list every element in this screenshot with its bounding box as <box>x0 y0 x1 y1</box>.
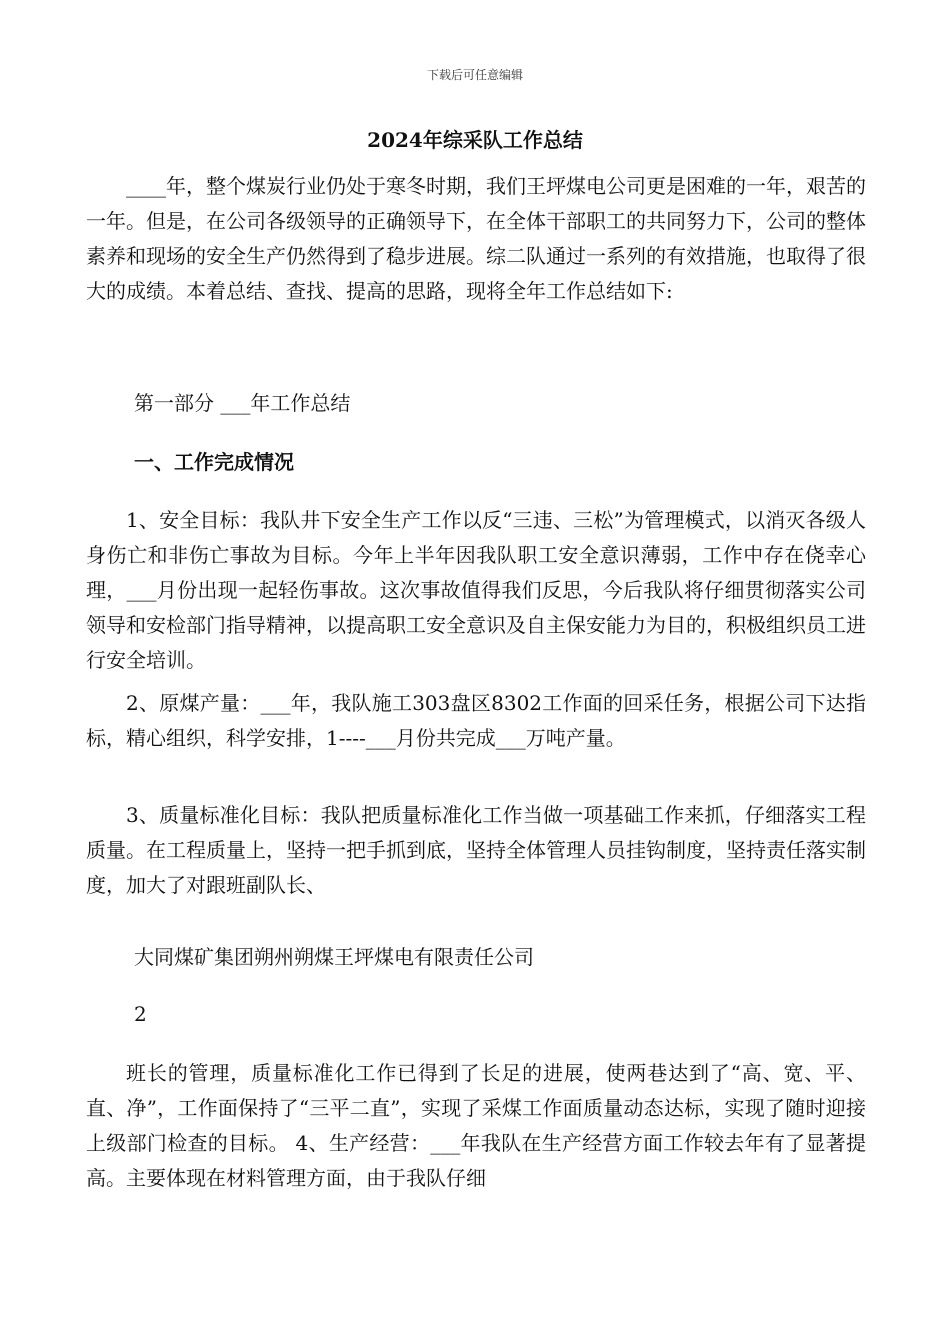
intro-paragraph: ____年，整个煤炭行业仍处于寒冬时期，我们王坪煤电公司更是困难的一年，艰苦的一年。但是，在公司各级领导的正确领导下，在全体干部职工的共同努力下，公司的整体素养和现场的安全生产仍然得到了稳步进展。综二队通过一系列的有效措施，也取得了很大的成绩。本着总结、查找、提高的思路，现将全年工作总结如下: <box>86 174 866 303</box>
page-header-note: 下载后可任意编辑 <box>426 68 523 82</box>
item-safety-paragraph: 1、安全目标：我队井下安全生产工作以反“三违、三松”为管理模式，以消灭各级人身伤亡和非伤亡事故为目标。今年上半年因我队职工安全意识薄弱，工作中存在侥幸心理，___月份出现一起轻伤事故。这次事故值得我们反思，今后我队将仔细贯彻落实公司领导和安检部门指导精神，以提高职工安全意识及自主保安能力为目的，积极组织员工进行安全培训。 <box>86 508 866 672</box>
item-quality-paragraph: 3、质量标准化目标：我队把质量标准化工作当做一项基础工作来抓，仔细落实工程质量。在工程质量上，坚持一把手抓到底，坚持全体管理人员挂钩制度，坚持责任落实制度，加大了对跟班副队长、 <box>86 803 866 897</box>
continuation-paragraph: 班长的管理，质量标准化工作已得到了长足的进展，使两巷达到了“高、宽、平、直、净”，工作面保持了“三平二直”，实现了采煤工作面质量动态达标，实现了随时迎接上级部门检查的目标。 4、生产经营：___年我队在生产经营方面工作较去年有了显著提高。主要体现在材料管理方面，由于我队仔细 <box>86 1061 866 1190</box>
company-footer: 大同煤矿集团朔州朔煤王坪煤电有限责任公司 <box>134 945 534 969</box>
document-title: 2024年综采队工作总结 <box>367 128 583 152</box>
item-output-paragraph: 2、原煤产量：___年，我队施工303盘区8302工作面的回采任务，根据公司下达指标，精心组织，科学安排，1----___月份共完成___万吨产量。 <box>86 691 866 750</box>
part-heading: 第一部分 ___年工作总结 <box>134 391 351 415</box>
page-number: 2 <box>134 1002 147 1026</box>
section-heading: 一、工作完成情况 <box>134 450 294 474</box>
